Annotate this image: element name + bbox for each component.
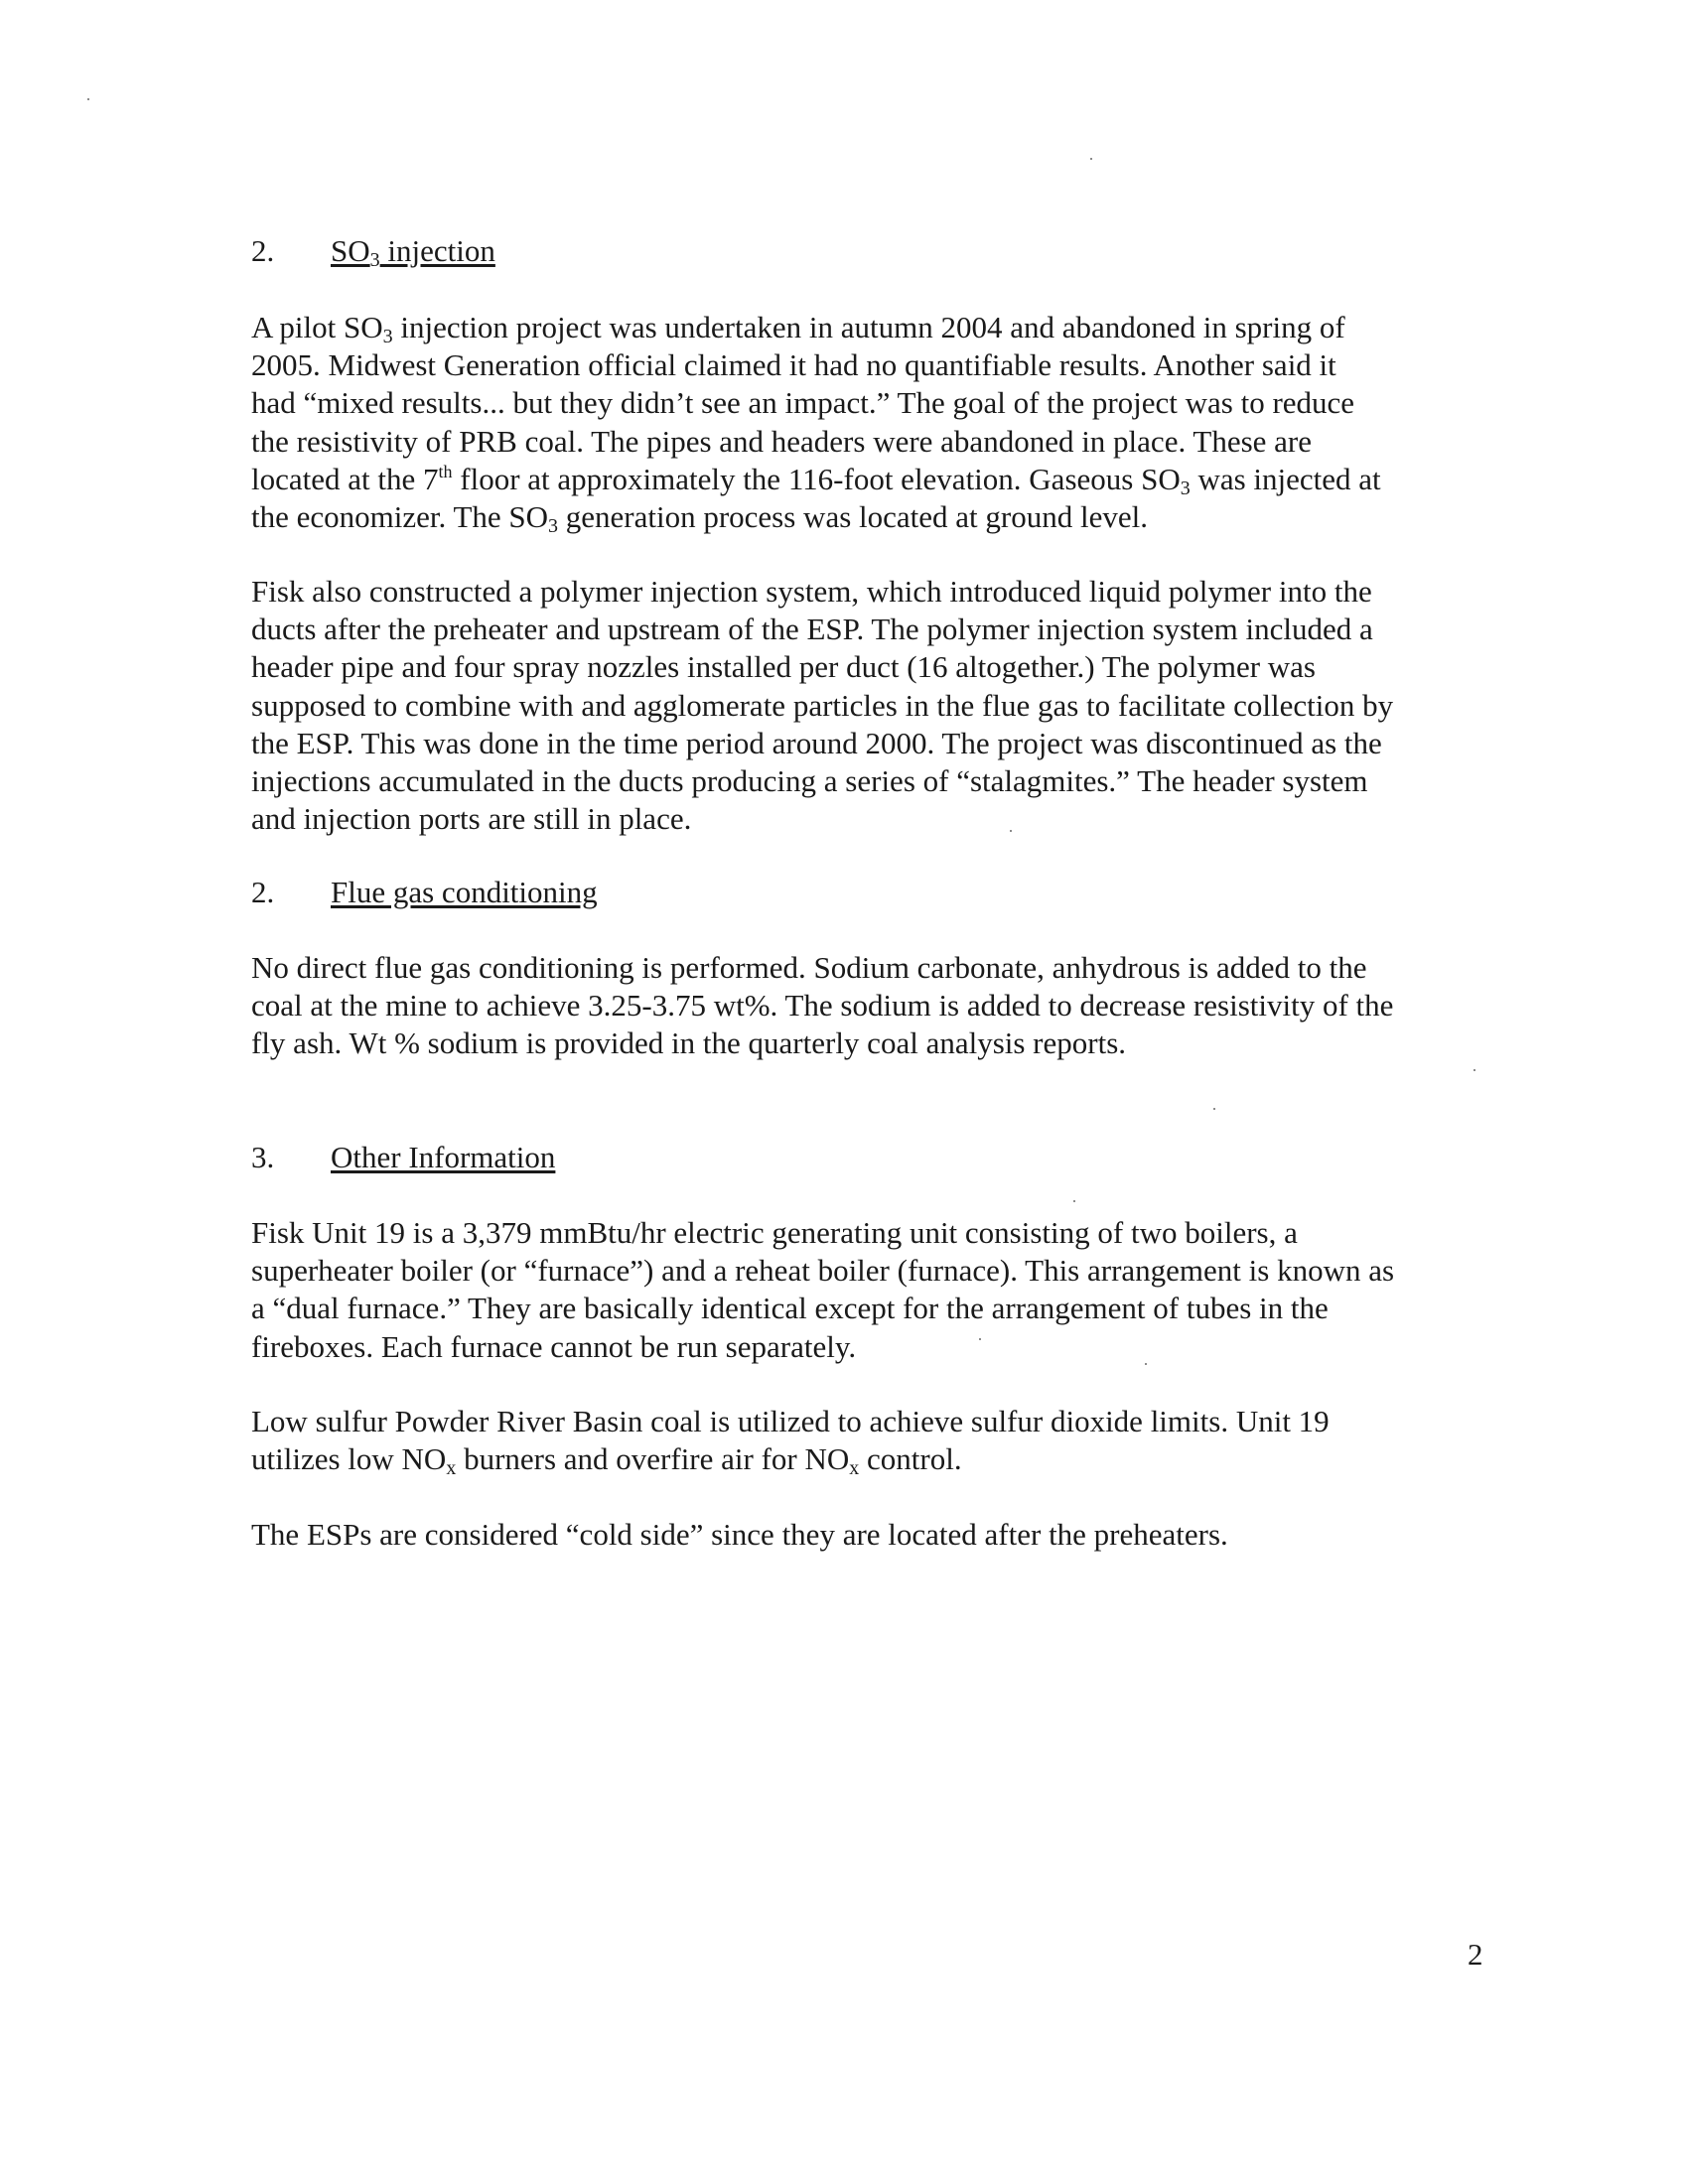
text-line: 2005. Midwest Generation official claimed it had no quantifiable results. Another said it: [251, 347, 1336, 383]
section-title: Other Information: [331, 1140, 556, 1174]
text-line: supposed to combine with and agglomerate particles in the flue gas to facilitate collection by: [251, 687, 1394, 723]
paragraph-esp: [251, 1516, 1492, 1554]
text-line: Fisk also constructed a polymer injection system, which introduced liquid polymer into the: [251, 574, 1372, 609]
section-title: $SO_3$ injection: [331, 233, 495, 271]
scan-speck: [1145, 1363, 1147, 1365]
text-line: coal at the mine to achieve 3.25-3.75 wt%. The sodium is added to decrease resistivity of the: [251, 988, 1394, 1024]
text-line: had “mixed results... but they didn’t see an impact.” The goal of the project was to reduce: [251, 385, 1355, 421]
paragraph-so3-injection: [251, 309, 1492, 536]
section-heading-other-information: [251, 1139, 555, 1176]
paragraph-sulfur-nox: [251, 1403, 1492, 1478]
scan-speck: [1474, 1069, 1475, 1071]
text-line: A pilot $SO_3$ injection project was undertaken in autumn 2004 and abandoned in spring of: [251, 310, 1345, 347]
scan-speck: [979, 1338, 981, 1340]
text-line: a “dual furnace.” They are basically identical except for the arrangement of tubes in the: [251, 1291, 1329, 1326]
paragraph-flue-gas: [251, 949, 1492, 1063]
text-line: Fisk Unit 19 is a 3,379 mmBtu/hr electric generating unit consisting of two boilers, a: [251, 1215, 1298, 1250]
section-number: 3.: [251, 1140, 275, 1174]
text-line: the ESP. This was done in the time period around 2000. The project was discontinued as the: [251, 725, 1382, 760]
text-line: utilizes low $NO_x$ burners and overfire air for $NO_x$ control.: [251, 1441, 962, 1480]
text-line: Low sulfur Powder River Basin coal is utilized to achieve sulfur dioxide limits. Unit 19: [251, 1404, 1330, 1438]
text-line: fly ash. Wt % sodium is provided in the quarterly coal analysis reports.: [251, 1025, 1127, 1061]
text-line: the resistivity of PRB coal. The pipes and headers were abandoned in place. These are: [251, 423, 1313, 459]
text-line: located at the 7th floor at approximately the 116-foot elevation. Gaseous $SO_3$ was injected at: [251, 461, 1381, 499]
text-line: No direct flue gas conditioning is performed. Sodium carbonate, anhydrous is added to the: [251, 950, 1367, 985]
text-line: superheater boiler (or “furnace”) and a reheat boiler (furnace). This arrangement is known as: [251, 1253, 1395, 1289]
paragraph-unit-description: [251, 1214, 1492, 1366]
text-line: fireboxes. Each furnace cannot be run separately.: [251, 1328, 857, 1364]
scan-speck: [87, 98, 89, 100]
section-heading-flue-gas: [251, 874, 598, 911]
page-number: 2: [1468, 1937, 1483, 1972]
section-heading-so3-injection: [251, 232, 495, 270]
text-line: and injection ports are still in place.: [251, 801, 692, 837]
scan-speck: [1090, 158, 1092, 160]
section-number: 2.: [251, 233, 275, 268]
section-title: Flue gas conditioning: [331, 875, 598, 909]
scan-speck: [1073, 1200, 1075, 1202]
text-line: header pipe and four spray nozzles installed per duct (16 altogether.) The polymer was: [251, 649, 1316, 685]
text-line: the economizer. The $SO_3$ generation process was located at ground level.: [251, 499, 1148, 538]
scan-speck: [1010, 830, 1012, 832]
text-line: ducts after the preheater and upstream of the ESP. The polymer injection system included a: [251, 612, 1373, 647]
text-line: The ESPs are considered “cold side” since they are located after the preheaters.: [251, 1517, 1228, 1552]
scan-speck: [1213, 1108, 1215, 1110]
section-number: 2.: [251, 875, 275, 909]
paragraph-polymer-injection: [251, 573, 1492, 838]
text-line: injections accumulated in the ducts producing a series of “stalagmites.” The header system: [251, 763, 1368, 799]
